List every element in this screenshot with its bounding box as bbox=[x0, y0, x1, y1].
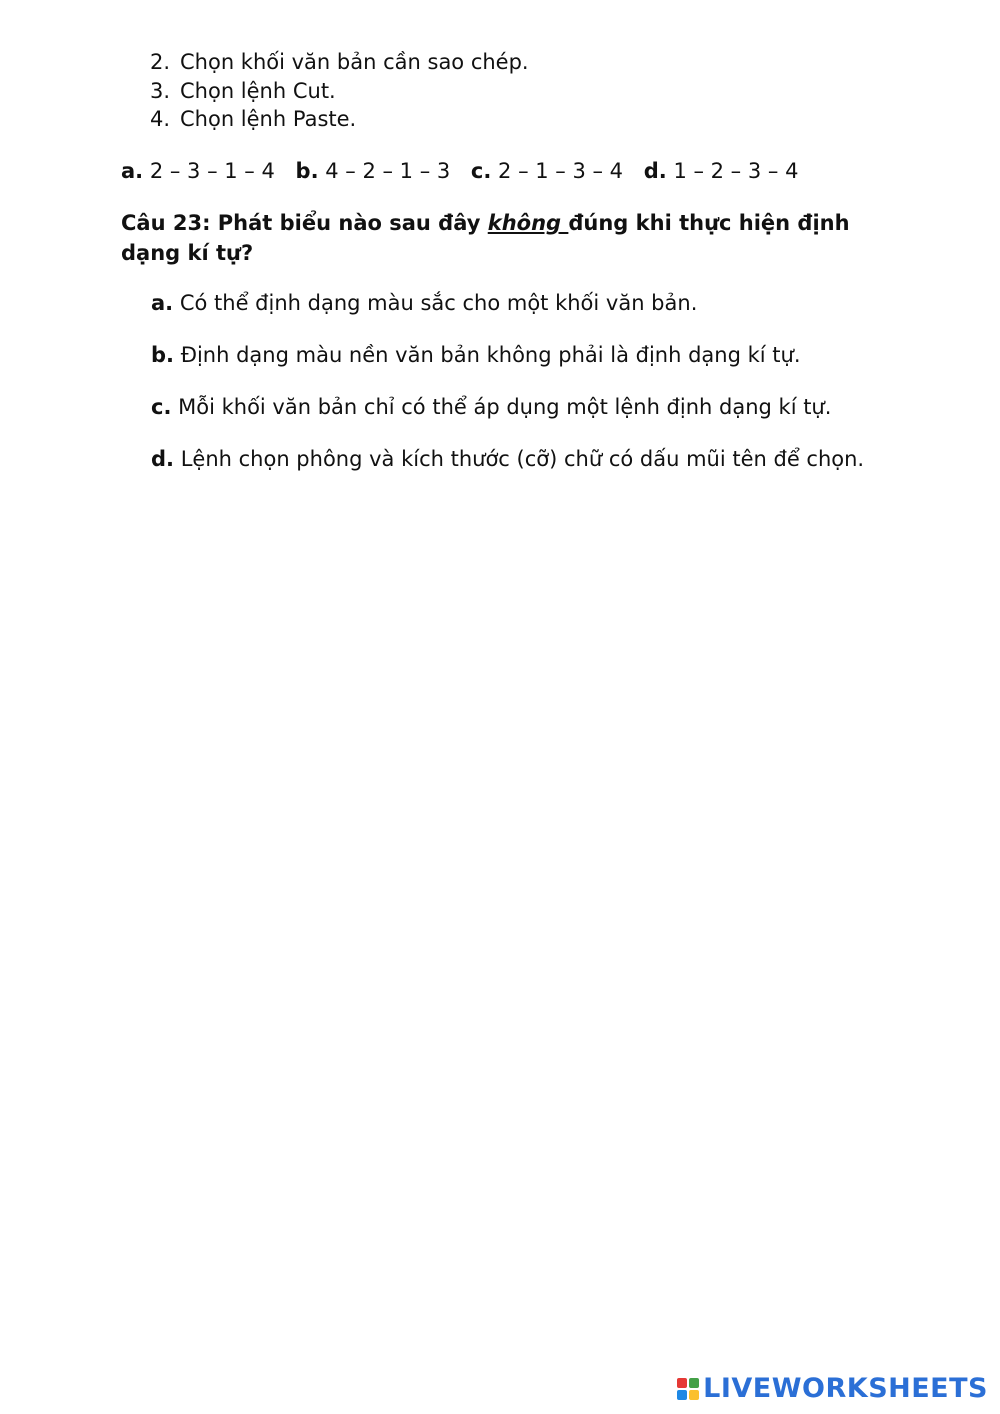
option-letter: c. bbox=[470, 159, 492, 183]
step-number: 2. bbox=[150, 50, 171, 74]
logo-mark-icon bbox=[677, 1378, 699, 1400]
choice-text: Mỗi khối văn bản chỉ có thể áp dụng một lệnh định dạng kí tự. bbox=[178, 395, 832, 419]
choice-letter: a. bbox=[151, 291, 174, 315]
question-suffix: đúng khi thực hiện định dạng kí tự? bbox=[121, 211, 850, 265]
step-item bbox=[150, 77, 529, 106]
step-text: Chọn lệnh Cut. bbox=[180, 78, 336, 103]
step-text: Chọn lệnh Paste. bbox=[180, 107, 357, 131]
liveworksheets-logo bbox=[677, 1373, 988, 1404]
option-text: 1 – 2 – 3 – 4 bbox=[673, 159, 799, 183]
choice-text: Có thể định dạng màu sắc cho một khối văn bản. bbox=[179, 291, 698, 315]
option-letter: d. bbox=[643, 159, 667, 183]
question-prefix: Câu 23: Phát biểu nào sau đây bbox=[121, 211, 488, 235]
choice-b bbox=[151, 340, 801, 370]
option-text: 2 – 3 – 1 – 4 bbox=[149, 159, 275, 183]
question-emphasis: không bbox=[487, 211, 569, 235]
choice-letter: c. bbox=[151, 395, 172, 419]
choice-a bbox=[151, 288, 697, 318]
choice-letter: d. bbox=[151, 447, 175, 471]
choice-text: Định dạng màu nền văn bản không phải là định dạng kí tự. bbox=[180, 343, 801, 367]
option-text: 2 – 1 – 3 – 4 bbox=[498, 159, 624, 183]
choice-c bbox=[151, 392, 831, 422]
choice-text: Lệnh chọn phông và kích thước (cỡ) chữ có dấu mũi tên để chọn. bbox=[180, 447, 865, 471]
answer-options-row bbox=[121, 156, 798, 186]
steps-list bbox=[150, 48, 529, 134]
choice-letter: b. bbox=[151, 343, 175, 367]
choice-d bbox=[151, 444, 864, 474]
option-text: 4 – 2 – 1 – 3 bbox=[325, 159, 451, 183]
option-letter: b. bbox=[295, 159, 319, 183]
step-number: 3. bbox=[150, 78, 171, 103]
step-item bbox=[150, 105, 529, 134]
option-letter: a. bbox=[121, 159, 144, 183]
step-item bbox=[150, 48, 529, 77]
answer-option-a bbox=[121, 156, 275, 186]
question-23 bbox=[121, 208, 881, 268]
logo-text: LIVEWORKSHEETS bbox=[703, 1373, 988, 1404]
answer-option-b bbox=[296, 156, 451, 186]
step-number: 4. bbox=[150, 107, 171, 131]
answer-option-d bbox=[644, 156, 799, 186]
answer-option-c bbox=[471, 156, 623, 186]
step-text: Chọn khối văn bản cần sao chép. bbox=[180, 50, 529, 74]
